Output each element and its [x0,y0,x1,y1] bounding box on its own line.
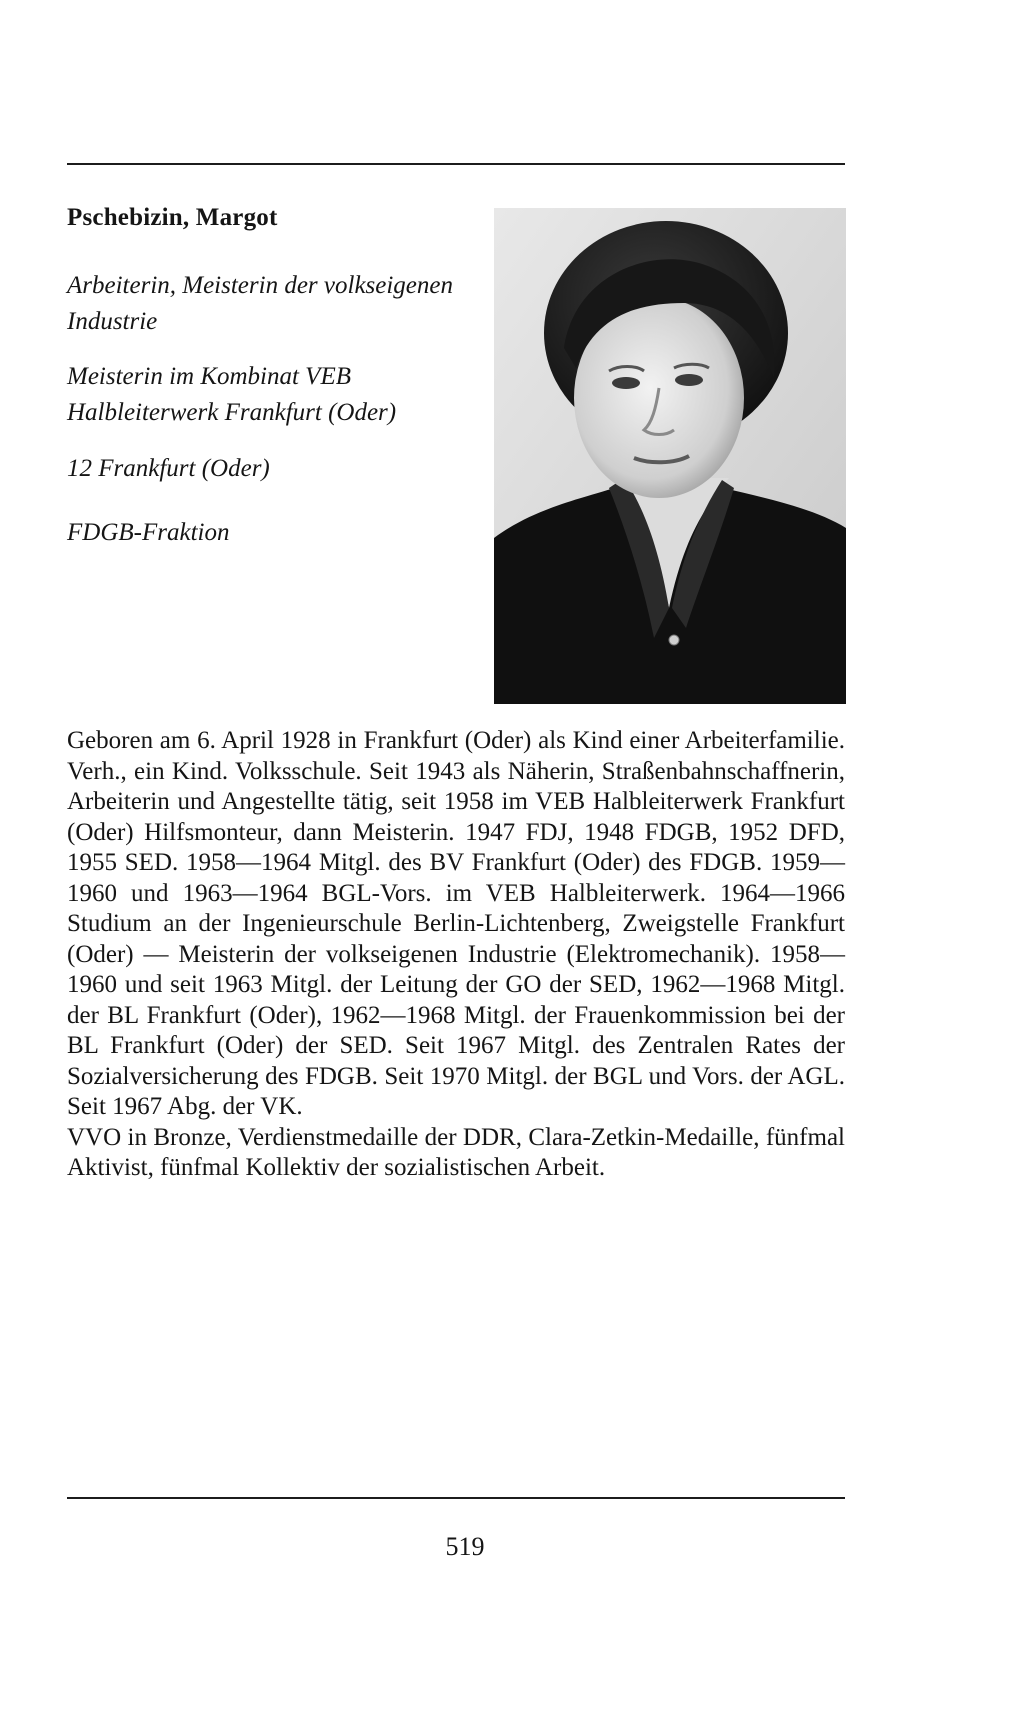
constituency: 12 Frankfurt (Oder) [67,455,270,482]
bottom-rule [67,1497,845,1499]
biography-block [67,726,845,1184]
occupation: Arbeiterin, Meisterin der volkseigenen Industrie [67,272,453,335]
page-number: 519 [445,1532,485,1561]
faction: FDGB-Fraktion [67,519,230,546]
portrait-illustration [494,208,846,704]
awards-text: VVO in Bronze, Verdienstmedaille der DDR, Clara-Zetkin-Medaille, fünfmal Aktivist, fünfmal Kollektiv der sozialistischen Arbeit. [67,1123,845,1181]
portrait-photo [494,208,846,704]
position: Meisterin im Kombinat VEB Halbleiterwerk Frankfurt (Oder) [67,363,397,426]
entry-name: Pschebizin, Margot [67,204,278,231]
biography-text: Geboren am 6. April 1928 in Frankfurt (Oder) als Kind einer Arbeiterfamilie. Verh., ein Kind. Volksschule. Seit 1943 als Näherin, Straßenbahnschaffnerin, Arbeiterin und Angestellte tätig, seit 1958 im VEB Halbleiterwerk Frankfurt (Oder) Hilfsmonteur, dann Meisterin. 1947 FDJ, 1948 FDGB, 1952 DFD, 1955 SED. 1958—1964 Mitgl. des BV Frankfurt (Oder) des FDGB. 1959—1960 und 1963—1964 BGL-Vors. im VEB Halbleiterwerk. 1964—1966 Studium an der Ingenieurschule Berlin-Lichtenberg, Zweigstelle Frankfurt (Oder) — Meisterin der volkseigenen Industrie (Elektromechanik). 1958—1960 und seit 1963 Mitgl. der Leitung der GO der SED, 1962—1968 Mitgl. der BL Frankfurt (Oder), 1962—1968 Mitgl. der Frauenkommission bei der BL Frankfurt (Oder) der SED. Seit 1967 Mitgl. des Zentralen Rates der Sozialversicherung des FDGB. Seit 1970 Mitgl. der BGL und Vors. der AGL. Seit 1967 Abg. der VK. [67,727,845,1120]
top-rule [67,163,845,165]
